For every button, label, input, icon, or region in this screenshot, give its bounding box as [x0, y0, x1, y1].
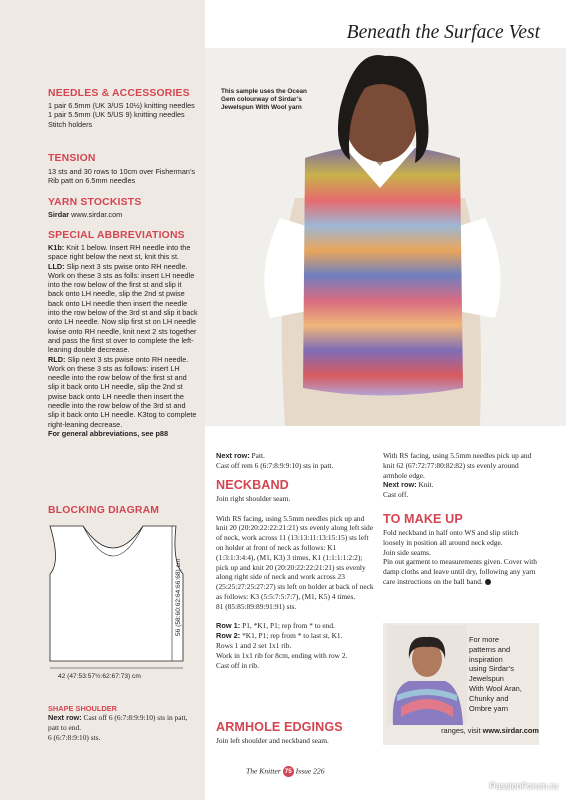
promo-line-3: inspiration: [469, 654, 503, 664]
abbrev-general: For general abbreviations, see p88: [48, 428, 169, 438]
watermark: PassionForum.ru: [489, 781, 558, 791]
diagram-heading: BLOCKING DIAGRAM: [48, 505, 160, 516]
neckband-row2: [216, 631, 376, 641]
stockists-heading: YARN STOCKISTS: [48, 197, 142, 208]
make-up-body: [383, 528, 541, 587]
make-up-pin-out: [383, 557, 541, 586]
col3-rs-facing: With RS facing, using 5.5mm needles pick up and knit 62 (67:72:77:80:82:82) sts evenly around armhole edge.: [383, 451, 532, 480]
shape-shoulder-next-text: Cast off 6 (6:7:8:9:9:10) sts in patt, patt to end.: [48, 713, 188, 732]
page-number-badge: 75: [284, 768, 292, 775]
col3-next-row-label: Next row:: [383, 480, 417, 490]
col2-cast-off: Cast off rem 6 (6:7:8:9:9:10) sts in patt.: [216, 460, 334, 470]
neckband-row1: [216, 621, 376, 631]
promo-text: [469, 635, 537, 713]
col2-next-row-label: Next row:: [216, 451, 250, 460]
neckband-rib-castoff: Cast off in rib.: [216, 660, 259, 670]
page-title: Beneath the Surface Vest: [346, 22, 540, 43]
shape-shoulder-row: [48, 713, 198, 733]
needles-line-1: 1 pair 6.5mm (UK 3/US 10½) knitting needles: [48, 101, 195, 110]
needles-heading: NEEDLES & ACCESSORIES: [48, 88, 190, 99]
footer-magazine: The Knitter: [246, 766, 281, 776]
neckband-rib-rows: Rows 1 and 2 set 1x1 rib.: [216, 640, 292, 650]
make-up-pin-text: Pin out garment to measurements given. Cover with damp cloths and leave until dry, following any yarn care instructions on the ball band.: [383, 557, 537, 586]
promo-url[interactable]: www.sirdar.com: [482, 726, 539, 735]
col3-next-row: [383, 480, 541, 490]
promo-photo: [387, 625, 467, 725]
row2-label: Row 2:: [216, 631, 241, 641]
make-up-text: Fold neckband in half onto WS and slip stitch loosely in position all around neck edge.: [383, 528, 519, 547]
neckband-rs-facing: With RS facing, using 5.5mm needles pick up and knit 20 (20:20:22:22:21:21) sts evenly along left side of neck, work across 11 (13:13:11:13:15:15) sts left on holder at front of neck as follows: K1 (1:3:1:3:4:4), (M1, K3) 3 times, K1 (1:1:1:1:2:2); pick up and knit 20 (20:20:22:22:21:21) sts evenly along right side of neck and work across 23 (25:25:27:25:27:27) sts left on holder at back of neck as follows: K3 (5:5:7:5:7:7), (M1, K5) 4 times.: [216, 513, 374, 601]
promo-visit-text: ranges, visit: [441, 726, 481, 735]
shape-shoulder-line2: 6 (6:7:8:9:10) sts.: [48, 732, 101, 742]
abbrev-lld-text: Slip next 3 sts pwise onto RH needle. Work on these 3 sts as folls: insert LH needle into the row below of the first st and slip it back onto LH needle, slip the 2nd st pwise back onto LH needle then insert the needle into the row below of the 3rd st and slip it back onto LH needle. Now slip first st on LH needle kwise onto RH needle, knit next 2 sts together and pass the first st over to complete the left-leaning double decrease.: [48, 261, 198, 355]
make-up-join-side: Join side seams.: [383, 547, 431, 557]
col3-cast-off: Cast off.: [383, 490, 409, 500]
end-mark-icon: [485, 579, 491, 585]
column-2: [216, 451, 374, 471]
abbrev-k1b-text: Knit 1 below. Insert RH needle into the space right below the next st, knit this st.: [48, 243, 191, 262]
neckband-body: [216, 494, 376, 670]
promo-line-2: patterns and: [469, 644, 511, 654]
needles-line-2: 1 pair 5.5mm (UK 5/US 9) knitting needles: [48, 110, 185, 120]
abbrev-rld: [48, 355, 198, 429]
abbrev-k1b: [48, 243, 198, 262]
promo-line-4: using Sirdar’s: [469, 664, 514, 674]
blocking-diagram: [38, 518, 198, 683]
abbrev-k1b-term: K1b:: [48, 243, 65, 252]
vest-outline: [50, 526, 183, 661]
shape-shoulder-body: [48, 713, 198, 742]
promo-line-7: Chunky and: [469, 693, 509, 703]
needles-line-3: Stitch holders: [48, 119, 93, 129]
shape-shoulder-next-label: Next row:: [48, 713, 82, 722]
row2-text: *K1, P1; rep from * to last st, K1.: [242, 631, 343, 641]
needles-list: [48, 101, 198, 129]
abbrev-lld: [48, 262, 198, 355]
neckband-heading: NECKBAND: [216, 478, 289, 492]
promo-line-6: With Wool Aran,: [469, 683, 522, 693]
shape-shoulder-heading: SHAPE SHOULDER: [48, 704, 117, 713]
diagram-height-label: 56 (58:60:62:64:66:68) cm: [175, 558, 182, 636]
promo-line-8: Ombre yarn: [469, 703, 509, 713]
page-footer: [246, 766, 325, 777]
neckband-sts-count: 81 (85:85:89:89:91:91) sts.: [216, 601, 297, 611]
photo-caption: This sample uses the Ocean Gem colourway of Sirdar’s Jewelspun With Wool yarn: [221, 88, 307, 112]
footer-issue: Issue 226: [295, 766, 325, 776]
neckband-rib-work: Work in 1x1 rib for 8cm, ending with row 2.: [216, 650, 348, 660]
col2-next-row-text: Patt.: [251, 451, 265, 460]
promo-line-1: For more: [469, 635, 499, 644]
diagram-width-label: 42 (47:53:57½:62:67:73) cm: [58, 673, 141, 680]
promo-line-5: Jewelspun: [469, 674, 504, 684]
tension-text: 13 sts and 30 rows to 10cm over Fisherman’s Rib patt on 6.5mm needles: [48, 167, 196, 186]
abbrev-rld-text: Slip next 3 sts pwise onto RH needle. Work on these 3 sts as follows: insert LH needle into the row below of the first st and slip it back onto LH needle, slip the 2nd st pwise back onto LH needle then insert the needle into the row below of the 3rd st and slip it back onto LH needle. K3tog to complete right-leaning decrease.: [48, 354, 197, 429]
column-3: [383, 451, 541, 500]
neckband-join: Join right shoulder seam.: [216, 494, 291, 503]
stockists-url[interactable]: www.sirdar.com: [71, 210, 123, 219]
abbreviations-heading: SPECIAL ABBREVIATIONS: [48, 230, 185, 241]
abbrev-lld-term: LLD:: [48, 261, 65, 271]
stockists-brand: Sirdar: [48, 210, 70, 219]
make-up-heading: TO MAKE UP: [383, 512, 463, 526]
promo-last-line: [383, 726, 539, 736]
tension-heading: TENSION: [48, 153, 96, 164]
armhole-heading: ARMHOLE EDGINGS: [216, 720, 343, 734]
col2-next-row: [216, 451, 374, 461]
abbrev-rld-term: RLD:: [48, 354, 66, 364]
row1-label: Row 1:: [216, 621, 241, 631]
row1-text: P1, *K1, P1; rep from * to end.: [242, 621, 335, 631]
stockists-text: [48, 210, 198, 219]
abbreviations-body: [48, 243, 198, 438]
col3-next-row-text: Knit.: [418, 480, 434, 490]
armhole-join: Join left shoulder and neckband seam.: [216, 736, 329, 745]
